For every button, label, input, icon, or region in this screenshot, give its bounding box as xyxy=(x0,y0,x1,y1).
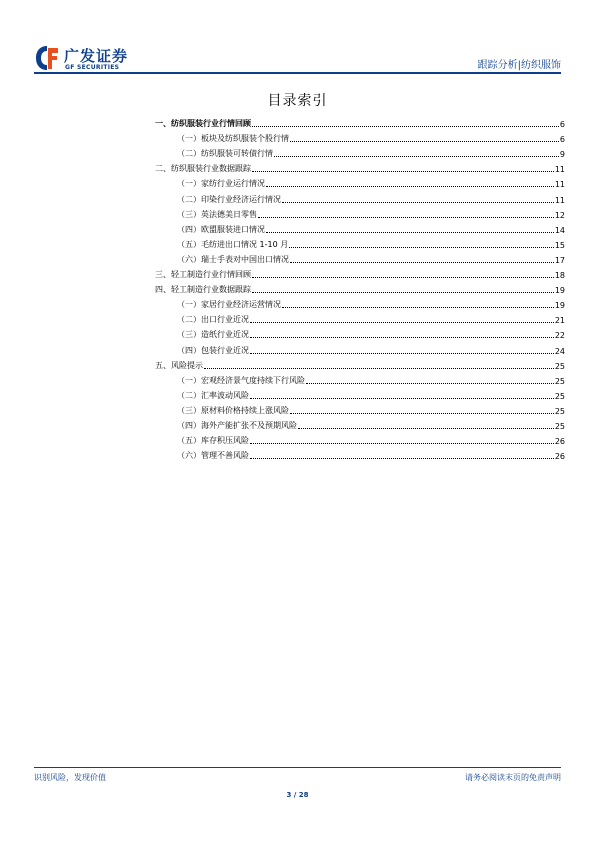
toc-entry[interactable] xyxy=(155,220,565,235)
toc-entry-page: 6 xyxy=(559,135,565,145)
toc-leader-dots xyxy=(250,322,554,323)
toc-entry-label: （二）出口行业近况 xyxy=(177,315,249,325)
toc-leader-dots xyxy=(266,232,554,233)
toc-entry-page: 24 xyxy=(554,346,565,356)
toc-entry-page: 9 xyxy=(559,150,565,160)
toc-entry-page: 11 xyxy=(554,195,565,205)
toc-leader-dots xyxy=(306,383,554,384)
toc-entry-page: 25 xyxy=(554,421,565,431)
toc-leader-dots xyxy=(250,337,554,338)
toc-entry[interactable] xyxy=(155,129,565,144)
toc-entry[interactable] xyxy=(155,446,565,461)
toc-leader-dots xyxy=(204,368,554,369)
toc-entry[interactable] xyxy=(155,159,565,174)
toc-entry-label: （一）宏观经济景气度持续下行风险 xyxy=(177,375,305,385)
toc-entry-page: 15 xyxy=(554,240,565,250)
toc-entry-label: （五）库存积压风险 xyxy=(177,436,249,446)
toc-entry-label: （三）造纸行业近况 xyxy=(177,330,249,340)
toc-entry-label: 四、轻工制造行业数据跟踪 xyxy=(155,285,251,295)
toc-entry[interactable] xyxy=(155,295,565,310)
gf-logo-icon xyxy=(34,44,60,72)
toc-entry[interactable] xyxy=(155,144,565,159)
toc-entry-label: （一）家纺行业运行情况 xyxy=(177,179,265,189)
toc-entry[interactable] xyxy=(155,371,565,386)
toc-entry[interactable] xyxy=(155,416,565,431)
toc-entry-page: 11 xyxy=(554,165,565,175)
toc-entry[interactable] xyxy=(155,205,565,220)
footer-divider xyxy=(34,767,561,768)
toc-leader-dots xyxy=(258,217,554,218)
toc-entry-label: 三、轻工制造行业行情回顾 xyxy=(155,270,251,280)
toc-entry-page: 19 xyxy=(554,301,565,311)
footer-slogan: 识别风险，发现价值 xyxy=(34,773,106,782)
toc-entry[interactable] xyxy=(155,114,565,129)
toc-entry[interactable] xyxy=(155,250,565,265)
table-of-contents xyxy=(155,114,565,461)
toc-entry[interactable] xyxy=(155,386,565,401)
toc-entry-page: 12 xyxy=(554,210,565,220)
footer-disclaimer-note: 请务必阅读末页的免责声明 xyxy=(465,773,561,782)
toc-entry-label: （二）纺织服装可转债行情 xyxy=(177,149,273,159)
header-divider xyxy=(34,72,561,74)
toc-leader-dots xyxy=(290,262,554,263)
toc-leader-dots xyxy=(252,126,559,127)
toc-entry[interactable] xyxy=(155,189,565,204)
toc-leader-dots xyxy=(289,247,554,248)
page-number: 3 / 28 xyxy=(286,791,309,799)
toc-leader-dots xyxy=(282,202,554,203)
toc-leader-dots xyxy=(290,413,554,414)
toc-entry-label: （二）印染行业经济运行情况 xyxy=(177,194,281,204)
toc-entry[interactable] xyxy=(155,431,565,446)
toc-entry[interactable] xyxy=(155,174,565,189)
toc-entry-page: 19 xyxy=(554,286,565,296)
toc-leader-dots xyxy=(282,307,554,308)
toc-leader-dots xyxy=(274,156,559,157)
toc-entry-label: （六）瑞士手表对中国出口情况 xyxy=(177,254,289,264)
toc-title: 目录索引 xyxy=(267,93,328,109)
toc-entry-page: 21 xyxy=(554,316,565,326)
toc-leader-dots xyxy=(252,292,554,293)
toc-entry-label: （五）毛纺进出口情况 1-10 月 xyxy=(177,239,289,249)
toc-entry-label: 二、纺织服装行业数据跟踪 xyxy=(155,164,251,174)
toc-entry-page: 25 xyxy=(554,376,565,386)
brand-name-cn: 广发证券 xyxy=(64,47,129,65)
toc-entry[interactable] xyxy=(155,340,565,355)
toc-entry-page: 25 xyxy=(554,406,565,416)
toc-entry-page: 22 xyxy=(554,331,565,341)
brand-name-en: GF SECURITIES xyxy=(65,64,120,71)
toc-entry[interactable] xyxy=(155,265,565,280)
toc-entry-page: 26 xyxy=(554,437,565,447)
toc-entry-page: 25 xyxy=(554,361,565,371)
toc-entry[interactable] xyxy=(155,325,565,340)
toc-leader-dots xyxy=(290,141,559,142)
toc-entry[interactable] xyxy=(155,401,565,416)
toc-entry-label: （一）板块及纺织服装个股行情 xyxy=(177,134,289,144)
toc-entry[interactable] xyxy=(155,310,565,325)
toc-entry[interactable] xyxy=(155,235,565,250)
toc-entry-page: 14 xyxy=(554,225,565,235)
toc-leader-dots xyxy=(252,171,554,172)
toc-entry[interactable] xyxy=(155,356,565,371)
toc-entry-page: 11 xyxy=(554,180,565,190)
toc-entry-page: 6 xyxy=(559,120,565,130)
toc-entry-page: 17 xyxy=(554,255,565,265)
toc-leader-dots xyxy=(298,428,554,429)
toc-entry-label: （二）汇率波动风险 xyxy=(177,390,249,400)
toc-leader-dots xyxy=(250,353,554,354)
toc-entry[interactable] xyxy=(155,280,565,295)
toc-leader-dots xyxy=(250,398,554,399)
toc-entry-label: （四）包装行业近况 xyxy=(177,345,249,355)
toc-entry-label: 一、纺织服装行业行情回顾 xyxy=(155,119,251,129)
toc-entry-label: （四）海外产能扩张不及预期风险 xyxy=(177,420,297,430)
toc-entry-page: 26 xyxy=(554,452,565,462)
toc-entry-label: （四）欧盟服装进口情况 xyxy=(177,224,265,234)
company-logo xyxy=(34,44,144,74)
toc-entry-label: （三）英法德美日零售 xyxy=(177,209,257,219)
toc-entry-label: 五、风险提示 xyxy=(155,360,203,370)
toc-leader-dots xyxy=(250,443,554,444)
report-type: 跟踪分析|纺织服饰 xyxy=(477,60,561,71)
toc-entry-page: 25 xyxy=(554,391,565,401)
toc-entry-page: 18 xyxy=(554,271,565,281)
toc-leader-dots xyxy=(252,277,554,278)
toc-entry-label: （一）家居行业经济运营情况 xyxy=(177,300,281,310)
toc-leader-dots xyxy=(250,458,554,459)
toc-entry-label: （六）管理不善风险 xyxy=(177,451,249,461)
toc-leader-dots xyxy=(266,186,554,187)
toc-entry-label: （三）原材料价格持续上涨风险 xyxy=(177,405,289,415)
